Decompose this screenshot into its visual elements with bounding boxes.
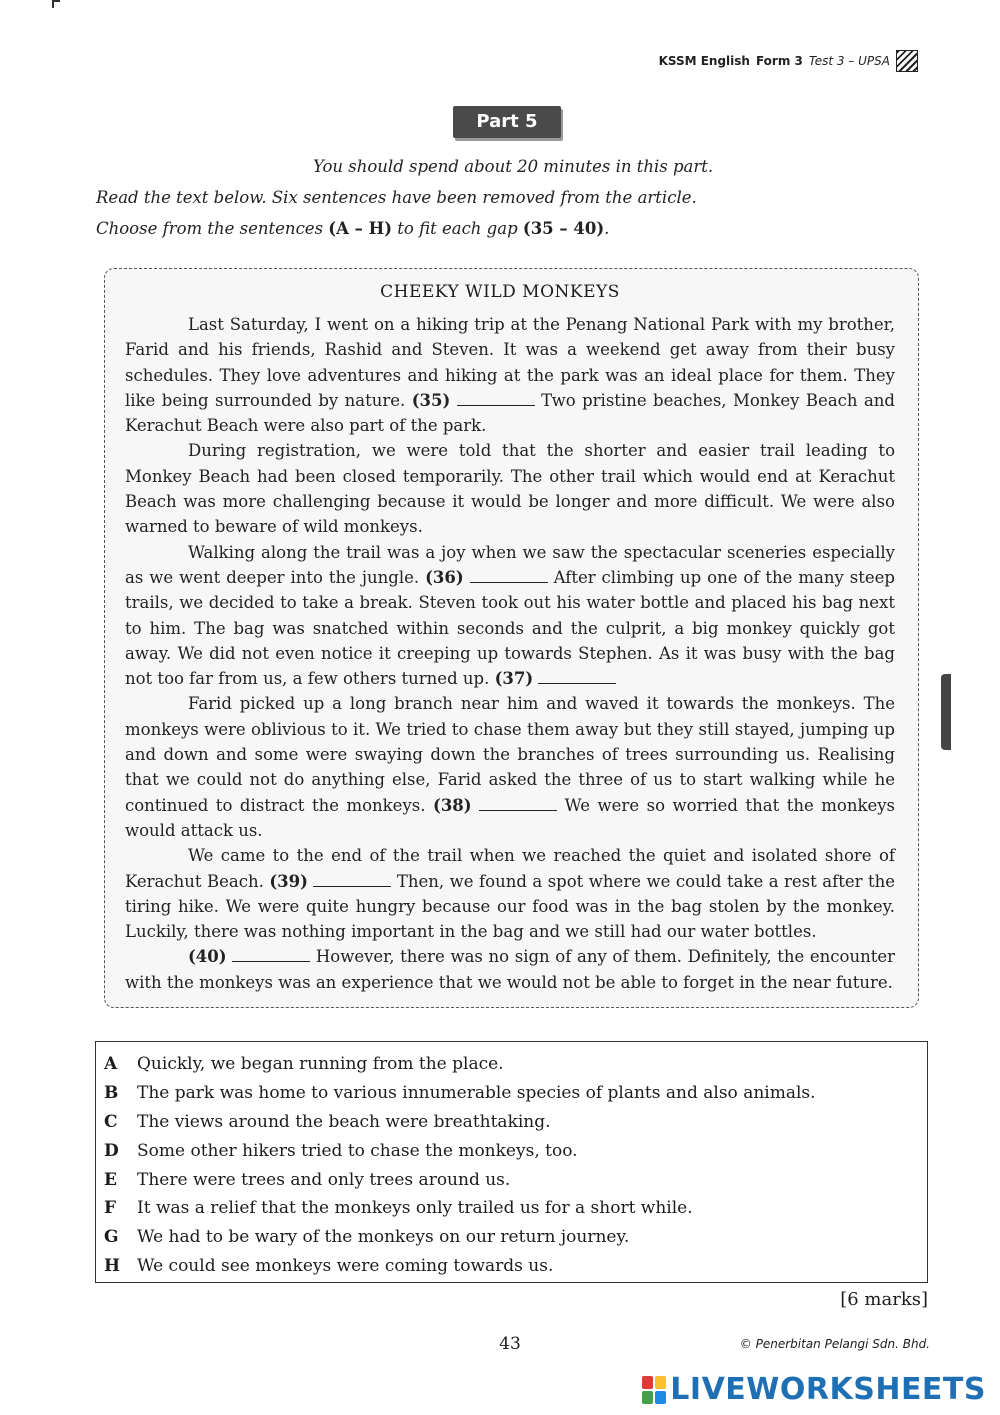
gap-37-label: (37) [494, 669, 534, 689]
paragraph-4: Farid picked up a long branch near him and waved it towards the monkeys. The monkeys were oblivious to it. We tried to chase them away but they still stayed, jumping up and down and some were swaying down the branches of trees surrounding us. Realising that we could not do anything else, Farid asked the three of us to start walking while he continued to distract the monkeys. (38) We were so worried that the monkeys would attack us. [125, 694, 896, 840]
option-e: E There were trees and only trees around us. [104, 1169, 511, 1190]
paragraph-5: We came to the end of the trail when we reached the quiet and isolated shore of Kerachut Beach. (39) Then, we found a spot where we could take a rest after the tiring hike. We were quite hungry because our food was in the bag stolen by the monkey. Luckily, there was nothing important in the bag and we still had our water bottles. [125, 846, 896, 942]
paragraph-3: Walking along the trail was a joy when we saw the spectacular sceneries especially as we went deeper into the jungle. (36) After climbing up one of the many steep trails, we decided to take a break. Steven took out his water bottle and placed his bag next to him. The bag was snatched within seconds and the culprit, a big monkey quickly got away. We did not even notice it creeping up towards Stephen. As it was busy with the bag not too far from us, a few others turned up. (37) [125, 542, 895, 689]
gap-36-label: (36) [425, 567, 464, 587]
option-b: B The park was home to various innumerable species of plants and also animals. [104, 1083, 816, 1104]
gap-35-label: (35) [411, 390, 451, 410]
option-g: G We had to be wary of the monkeys on our return journey. [104, 1227, 630, 1248]
option-d: D Some other hikers tried to chase the monkeys, too. [104, 1140, 578, 1161]
gap-36-blank[interactable] [470, 568, 548, 583]
gap-40-label: (40) [188, 947, 227, 967]
liveworksheets-logo-icon [642, 1376, 666, 1404]
paragraph-1: Last Saturday, I went on a hiking trip at the Penang National Park with my brother, Farid and his friends, Rashid and Steven. It was a weekend get away from their busy schedules. They love adventures and hiking at the park was an ideal place for them. They like being surrounded by nature. (35) Two pristine beaches, Monkey Beach and Kerachut Beach were also part of the park. [125, 315, 895, 436]
gap-39-label: (39) [269, 871, 308, 891]
instruction-read: Read the text below. Six sentences have been removed from the article. [96, 188, 697, 207]
marks-label: [6 marks] [840, 1289, 928, 1310]
option-f: F It was a relief that the monkeys only trailed us for a short while. [104, 1198, 693, 1219]
publisher-credit: © Penerbitan Pelangi Sdn. Bhd. [739, 1337, 930, 1351]
gap-38-label: (38) [433, 795, 472, 815]
instruction-choose: Choose from the sentences (A – H) to fit each gap (35 – 40). [96, 219, 610, 238]
publisher-logo-icon [896, 50, 918, 72]
gap-37-blank[interactable] [538, 669, 616, 684]
gap-38-blank[interactable] [479, 796, 557, 811]
option-h: H We could see monkeys were coming towards us. [104, 1255, 554, 1276]
option-a: A Quickly, we began running from the place. [104, 1054, 504, 1075]
page-header [659, 50, 918, 72]
instruction-time: You should spend about 20 minutes in this part. [313, 157, 714, 176]
paragraph-2: During registration, we were told that the shorter and easier trail leading to Monkey Beach had been closed temporarily. The other trail which would end at Kerachut Beach was more challenging because it would be longer and more difficult. We were also warned to beware of wild monkeys. [125, 441, 895, 537]
part-label: Part 5 [453, 106, 561, 138]
gap-35-blank[interactable] [457, 391, 535, 406]
side-tab-marker [941, 674, 951, 750]
page-number: 43 [499, 1334, 521, 1354]
article-body [125, 312, 895, 995]
gap-40-blank[interactable] [232, 947, 310, 962]
article-title: CHEEKY WILD MONKEYS [380, 282, 620, 302]
options-box [95, 1041, 928, 1283]
gap-39-blank[interactable] [313, 872, 391, 887]
header-subject: KSSM English [658, 54, 750, 68]
header-form: Form 3 [755, 54, 803, 68]
watermark-text: LIVEWORKSHEETS [670, 1372, 986, 1407]
paragraph-6: (40) However, there was no sign of any of them. Definitely, the encounter with the monkeys was an experience that we would not be able to forget in the near future. [125, 947, 895, 992]
header-test: Test 3 – UPSA [808, 54, 890, 68]
corner-crop-mark [52, 0, 60, 8]
liveworksheets-watermark [642, 1372, 986, 1407]
option-c: C The views around the beach were breathtaking. [104, 1111, 551, 1132]
